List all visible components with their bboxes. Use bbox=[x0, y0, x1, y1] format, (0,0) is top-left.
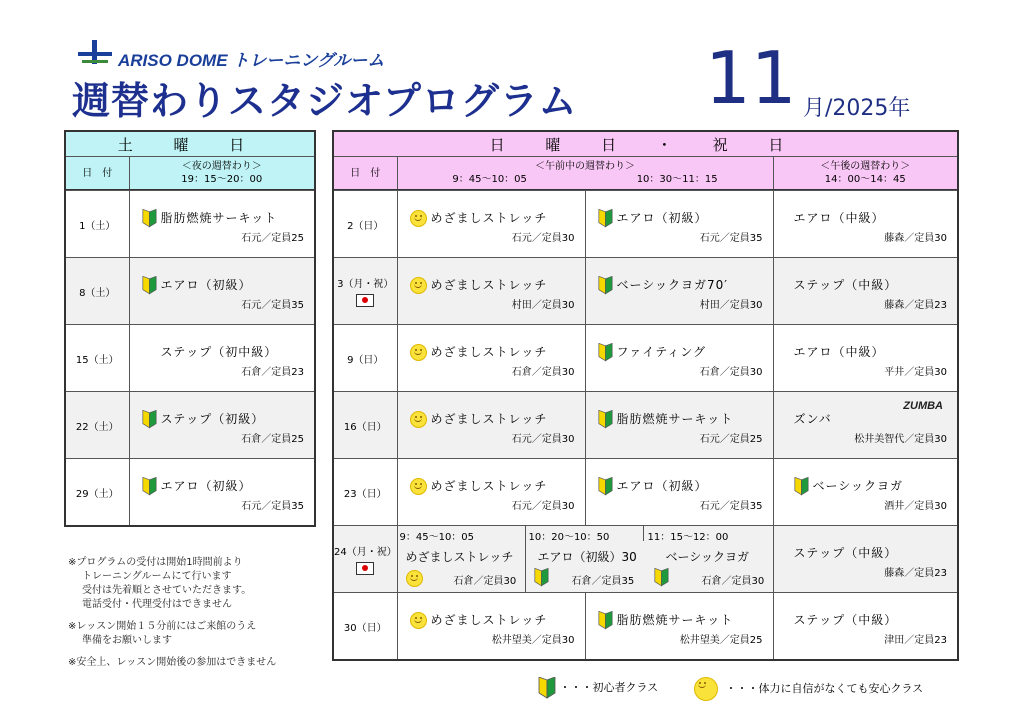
program-cell-pm[interactable] bbox=[773, 459, 958, 526]
program-cell-pm[interactable] bbox=[773, 258, 958, 325]
trainer-capacity: 石元／定員25 bbox=[699, 434, 763, 445]
beginner-leaf-icon bbox=[142, 209, 157, 228]
trainer-capacity: 石元／定員30 bbox=[511, 434, 575, 445]
legend-beginner bbox=[538, 677, 658, 699]
trainer-capacity: 酒井／定員30 bbox=[884, 501, 947, 512]
program-name-wrap bbox=[410, 209, 548, 227]
program-name-wrap bbox=[794, 477, 904, 496]
row-date bbox=[333, 191, 397, 258]
row-date-label: 9（日） bbox=[347, 354, 384, 366]
program-name: エアロ（初級） bbox=[160, 479, 252, 493]
note-line: トレーニングルームにて行います bbox=[82, 571, 232, 582]
table-row bbox=[65, 459, 315, 527]
program-name: 脂肪燃焼サーキット bbox=[616, 613, 734, 627]
program-name: ズンバ bbox=[793, 412, 832, 426]
program-cell-am1[interactable] bbox=[397, 191, 585, 258]
program-cell[interactable] bbox=[129, 459, 315, 527]
program-name-wrap bbox=[142, 343, 278, 360]
beginner-leaf-icon bbox=[794, 477, 809, 496]
trainer-capacity: 石元／定員25 bbox=[241, 233, 304, 244]
note-line: ※レッスン開始１５分前にはご来館のうえ bbox=[68, 621, 257, 632]
sunday-title: 日 曜 日 ・ 祝 日 bbox=[333, 131, 958, 157]
program-cell-am2[interactable] bbox=[585, 392, 773, 459]
saturday-rows bbox=[64, 190, 316, 527]
program-cell-am2[interactable] bbox=[585, 191, 773, 258]
program-name-wrap bbox=[598, 477, 708, 496]
program-name: めざましストレッチ bbox=[405, 550, 514, 564]
trainer-capacity: 藤森／定員23 bbox=[884, 300, 947, 311]
am-time-2: 10：30～11：15 bbox=[636, 174, 718, 185]
am-header bbox=[397, 157, 773, 191]
smile-icon bbox=[410, 612, 427, 629]
beginner-leaf-icon bbox=[142, 410, 157, 429]
pm-label: ＜午後の週替わり＞ bbox=[820, 161, 911, 172]
row-date: 15（土） bbox=[65, 325, 129, 392]
program-name-wrap bbox=[598, 209, 708, 228]
logo-icon bbox=[76, 40, 114, 66]
slot-label: ＜夜の週替わり＞ bbox=[181, 161, 262, 172]
row-date-label: 23（日） bbox=[343, 488, 387, 500]
brand-name: ARISO DOME トレーニングルーム bbox=[118, 51, 385, 70]
program-name: エアロ（初級） bbox=[616, 211, 708, 225]
program-name-wrap bbox=[410, 410, 548, 428]
program-name-wrap bbox=[794, 410, 832, 427]
pm-time: 14：00～14：45 bbox=[824, 174, 906, 185]
program-cell-am2[interactable] bbox=[585, 459, 773, 526]
japan-flag-icon bbox=[356, 294, 374, 307]
row-date-label: 2（日） bbox=[347, 220, 384, 232]
beginner-leaf-icon bbox=[538, 677, 556, 699]
program-name-wrap bbox=[410, 343, 548, 361]
table-row bbox=[333, 392, 958, 459]
program-name-wrap bbox=[142, 477, 252, 496]
notes bbox=[68, 556, 276, 670]
beginner-leaf-icon bbox=[598, 276, 613, 295]
program-name: エアロ（初級） bbox=[616, 479, 708, 493]
trainer-capacity: 津田／定員23 bbox=[884, 635, 947, 646]
table-row bbox=[65, 258, 315, 325]
program-name: めざましストレッチ bbox=[430, 412, 548, 426]
smile-icon bbox=[694, 677, 718, 701]
trainer-capacity: 石元／定員30 bbox=[511, 501, 575, 512]
row-date-label: 24（月・祝） bbox=[334, 547, 397, 558]
program-name-wrap bbox=[598, 410, 734, 429]
table-row bbox=[65, 392, 315, 459]
saturday-table bbox=[64, 130, 316, 191]
row-date: 29（土） bbox=[65, 459, 129, 527]
japan-flag-icon bbox=[356, 562, 374, 575]
program-cell-am2[interactable] bbox=[585, 325, 773, 392]
smile-icon bbox=[410, 277, 427, 294]
row-date bbox=[333, 258, 397, 325]
row-date: 1（土） bbox=[65, 191, 129, 258]
smile-icon bbox=[410, 210, 427, 227]
table-row bbox=[333, 459, 958, 526]
am-time-1: 9：45～10：05 bbox=[452, 174, 527, 185]
program-cell-pm[interactable] bbox=[773, 526, 958, 593]
program-name-wrap bbox=[794, 343, 885, 360]
beginner-leaf-icon bbox=[142, 477, 157, 496]
sunday-rows bbox=[332, 190, 959, 661]
trainer-capacity: 石元／定員35 bbox=[699, 233, 763, 244]
program-name-wrap bbox=[598, 276, 729, 295]
row-date-label: 16（日） bbox=[343, 421, 387, 433]
program-name: エアロ（初級）30 bbox=[537, 550, 637, 564]
program-name: エアロ（中級） bbox=[793, 345, 885, 359]
program-cell-pm[interactable] bbox=[773, 593, 958, 661]
table-row bbox=[333, 325, 958, 392]
program-name-wrap bbox=[598, 343, 707, 362]
trainer-capacity: 石元／定員30 bbox=[511, 233, 575, 244]
beginner-leaf-icon bbox=[142, 276, 157, 295]
program-cell[interactable] bbox=[129, 325, 315, 392]
beginner-leaf-icon bbox=[598, 611, 613, 630]
row-date bbox=[333, 459, 397, 526]
program-cell-am2[interactable] bbox=[585, 593, 773, 661]
program-cell-am1[interactable] bbox=[397, 392, 585, 459]
table-row bbox=[65, 191, 315, 258]
program-name: めざましストレッチ bbox=[430, 613, 548, 627]
trainer-capacity: 平井／定員30 bbox=[884, 367, 947, 378]
table-row bbox=[65, 325, 315, 392]
slot-header bbox=[129, 157, 315, 191]
row-date: 22（土） bbox=[65, 392, 129, 459]
program-cell-am1[interactable] bbox=[397, 325, 585, 392]
program-name-wrap bbox=[794, 611, 898, 628]
program-name: ステップ（中級） bbox=[793, 613, 898, 627]
program-name: 脂肪燃焼サーキット bbox=[616, 412, 734, 426]
program-cell-pm[interactable] bbox=[773, 392, 958, 459]
beginner-leaf-icon bbox=[598, 343, 613, 362]
program-name-wrap bbox=[410, 477, 548, 495]
note-line: 電話受付・代理受付はできません bbox=[82, 599, 232, 610]
date-header: 日 付 bbox=[65, 157, 129, 191]
smile-icon bbox=[410, 344, 427, 361]
month-number: 11 bbox=[705, 36, 797, 120]
program-cell-am1[interactable] bbox=[397, 459, 585, 526]
row-date-label: 3（月・祝） bbox=[337, 279, 394, 290]
trainer-capacity: 村田／定員30 bbox=[699, 300, 763, 311]
program-name-wrap bbox=[142, 276, 252, 295]
trainer-capacity: 石倉／定員30 bbox=[699, 367, 763, 378]
row-date bbox=[333, 593, 397, 661]
trainer-capacity: 石元／定員35 bbox=[241, 501, 304, 512]
am-label: ＜午前中の週替わり＞ bbox=[535, 161, 635, 172]
program-cell-am2[interactable] bbox=[585, 258, 773, 325]
program-name: めざましストレッチ bbox=[430, 345, 548, 359]
program-cell-am1[interactable] bbox=[397, 593, 585, 661]
program-name-wrap bbox=[142, 209, 278, 228]
slot-time: 11：15～12：00 bbox=[647, 532, 729, 543]
row-date-label: 30（日） bbox=[343, 622, 387, 634]
program-name: ステップ（初級） bbox=[160, 412, 265, 426]
slot-time: 9：45～10：05 bbox=[399, 532, 475, 543]
smile-icon bbox=[410, 478, 427, 495]
trainer-capacity: 藤森／定員23 bbox=[884, 568, 947, 579]
row-date bbox=[333, 526, 397, 593]
trainer-capacity: 石倉／定員25 bbox=[241, 434, 304, 445]
program-name: エアロ（初級） bbox=[160, 278, 252, 292]
note-line: 受付は先着順とさせていただきます。 bbox=[82, 585, 252, 596]
trainer-capacity: 村田／定員30 bbox=[511, 300, 575, 311]
date-header: 日 付 bbox=[333, 157, 397, 191]
sunday-table bbox=[332, 130, 959, 191]
slot-time: 19：15～20：00 bbox=[181, 174, 263, 185]
program-name: めざましストレッチ bbox=[430, 211, 548, 225]
program-name: めざましストレッチ bbox=[430, 479, 548, 493]
program-name-wrap bbox=[410, 276, 548, 294]
program-name: ステップ（初中級） bbox=[160, 345, 278, 359]
row-date: 8（土） bbox=[65, 258, 129, 325]
program-name-wrap bbox=[598, 611, 734, 630]
smile-icon bbox=[406, 570, 423, 587]
trainer-capacity: 藤森／定員30 bbox=[884, 233, 947, 244]
program-cell[interactable] bbox=[129, 392, 315, 459]
program-name-wrap bbox=[142, 410, 265, 429]
trainer-capacity: 松井美智代／定員30 bbox=[854, 434, 947, 445]
zumba-logo: ZUMBA bbox=[903, 400, 943, 412]
program-name-wrap bbox=[410, 611, 548, 629]
pm-header bbox=[773, 157, 958, 191]
program-name: エアロ（中級） bbox=[793, 211, 885, 225]
beginner-leaf-icon bbox=[534, 568, 549, 587]
saturday-title: 土 曜 日 bbox=[65, 131, 315, 157]
program-name-wrap bbox=[794, 276, 898, 293]
program-name: ベーシックヨガ bbox=[665, 550, 750, 564]
table-row bbox=[333, 526, 958, 593]
trainer-capacity: 石元／定員35 bbox=[699, 501, 763, 512]
table-row bbox=[333, 191, 958, 258]
table-row bbox=[333, 258, 958, 325]
trainer-capacity: 石倉／定員30 bbox=[701, 576, 765, 587]
note-line: 準備をお願いします bbox=[82, 635, 172, 646]
beginner-leaf-icon bbox=[598, 209, 613, 228]
month-suffix: 月/2025年 bbox=[803, 96, 911, 121]
program-cell-am1[interactable] bbox=[397, 258, 585, 325]
row-date bbox=[333, 325, 397, 392]
trainer-capacity: 石倉／定員35 bbox=[571, 576, 635, 587]
legend-easy-label: ・・・体力に自信がなくても安心クラス bbox=[725, 682, 924, 695]
legend-beginner-label: ・・・初心者クラス bbox=[559, 681, 659, 694]
program-cell[interactable] bbox=[129, 191, 315, 258]
note-line: ※プログラムの受付は開始1時間前より bbox=[68, 557, 243, 568]
beginner-leaf-icon bbox=[654, 568, 669, 587]
note-line: ※安全上、レッスン開始後の参加はできません bbox=[68, 657, 277, 668]
row-date bbox=[333, 392, 397, 459]
program-cell-pm[interactable] bbox=[773, 325, 958, 392]
smile-icon bbox=[410, 411, 427, 428]
trainer-capacity: 石倉／定員30 bbox=[511, 367, 575, 378]
program-name: ステップ（中級） bbox=[793, 546, 898, 560]
program-cell[interactable] bbox=[129, 258, 315, 325]
trainer-capacity: 松井望美／定員25 bbox=[679, 635, 763, 646]
beginner-leaf-icon bbox=[598, 410, 613, 429]
trainer-capacity: 石倉／定員30 bbox=[453, 576, 517, 587]
table-row bbox=[333, 593, 958, 661]
program-name: ベーシックヨガ bbox=[812, 479, 904, 493]
special-am-cell[interactable] bbox=[397, 526, 773, 593]
trainer-capacity: 石元／定員35 bbox=[241, 300, 304, 311]
program-name: ステップ（中級） bbox=[793, 278, 898, 292]
program-name: ファイティング bbox=[616, 345, 707, 359]
program-name: ベーシックヨガ70′ bbox=[616, 278, 729, 292]
program-name: めざましストレッチ bbox=[430, 278, 548, 292]
beginner-leaf-icon bbox=[598, 477, 613, 496]
program-name-wrap bbox=[794, 209, 885, 226]
program-name-wrap bbox=[794, 544, 898, 561]
slot-time: 10：20～10：50 bbox=[528, 532, 610, 543]
legend-easy bbox=[694, 677, 923, 701]
trainer-capacity: 松井望美／定員30 bbox=[491, 635, 575, 646]
program-cell-pm[interactable] bbox=[773, 191, 958, 258]
page-title: 週替わりスタジオプログラム bbox=[72, 79, 578, 123]
trainer-capacity: 石倉／定員23 bbox=[241, 367, 304, 378]
program-name: 脂肪燃焼サーキット bbox=[160, 211, 278, 225]
